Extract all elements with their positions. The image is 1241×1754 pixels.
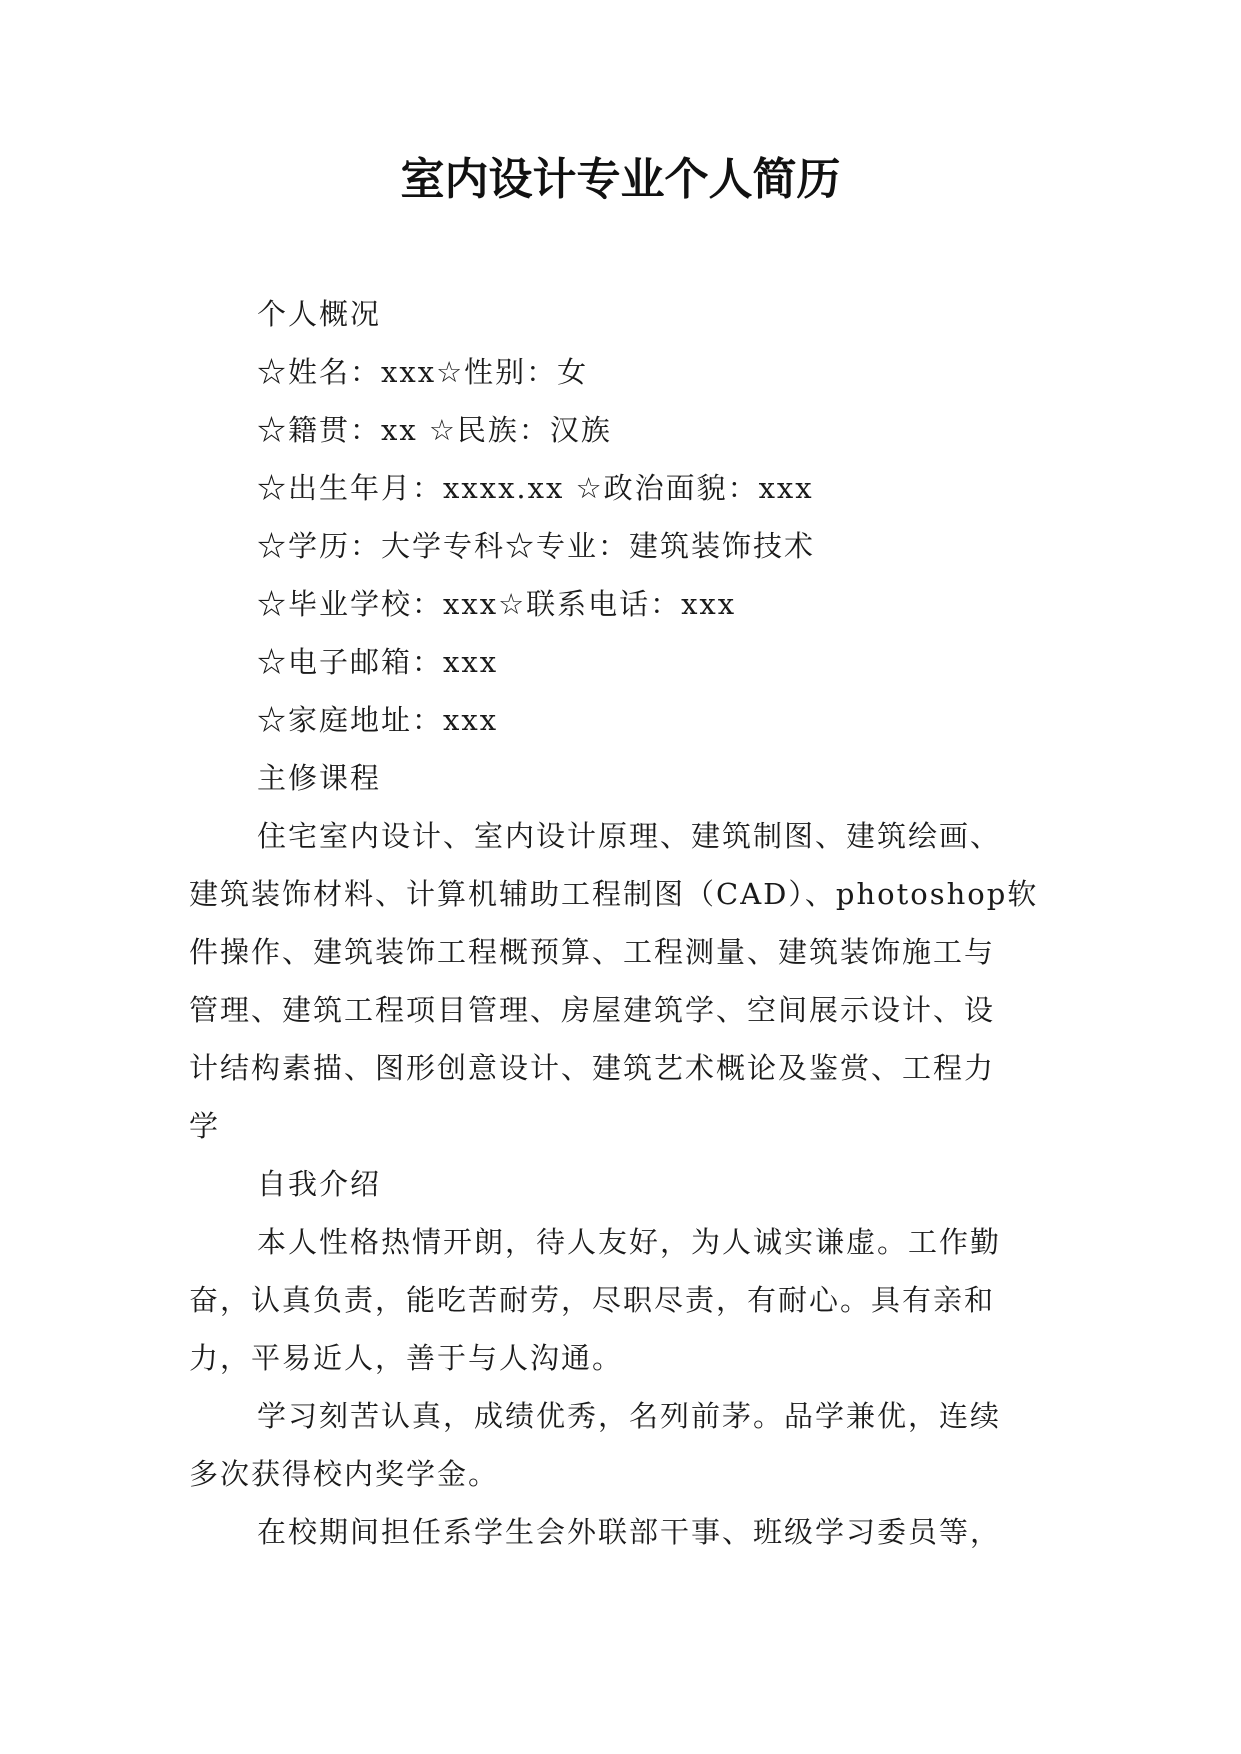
campus-role-line-1: 在校期间担任系学生会外联部干事、班级学习委员等， — [257, 1515, 1002, 1549]
info-school-phone: ☆毕业学校：xxx☆联系电话：xxx — [257, 587, 737, 621]
section-heading-self-introduction: 自我介绍 — [257, 1167, 382, 1201]
courses-line-5: 计结构素描、图形创意设计、建筑艺术概论及鉴赏、工程力 — [189, 1051, 996, 1085]
study-line-1: 学习刻苦认真，成绩优秀，名列前茅。品学兼优，连续 — [257, 1399, 1002, 1433]
info-name-gender: ☆姓名：xxx☆性别：女 — [257, 355, 589, 389]
study-line-2: 多次获得校内奖学金。 — [189, 1457, 500, 1491]
courses-line-3: 件操作、建筑装饰工程概预算、工程测量、建筑装饰施工与 — [189, 935, 996, 969]
courses-line-4: 管理、建筑工程项目管理、房屋建筑学、空间展示设计、设 — [189, 993, 996, 1027]
courses-line-1: 住宅室内设计、室内设计原理、建筑制图、建筑绘画、 — [257, 819, 1002, 853]
courses-line-2: 建筑装饰材料、计算机辅助工程制图（CAD）、photoshop软 — [189, 877, 1039, 911]
info-birth-political: ☆出生年月：xxxx.xx ☆政治面貌：xxx — [257, 471, 814, 505]
intro-line-3: 力，平易近人，善于与人沟通。 — [189, 1341, 624, 1375]
info-hometown-ethnicity: ☆籍贯：xx ☆民族：汉族 — [257, 413, 612, 447]
info-address: ☆家庭地址：xxx — [257, 703, 499, 737]
courses-line-6: 学 — [189, 1109, 221, 1143]
info-education-major: ☆学历：大学专科☆专业：建筑装饰技术 — [257, 529, 816, 563]
intro-line-1: 本人性格热情开朗，待人友好，为人诚实谦虚。工作勤 — [257, 1225, 1002, 1259]
section-heading-personal-overview: 个人概况 — [257, 297, 382, 331]
info-email: ☆电子邮箱：xxx — [257, 645, 499, 679]
document-title: 室内设计专业个人简历 — [400, 154, 841, 205]
intro-line-2: 奋，认真负责，能吃苦耐劳，尽职尽责，有耐心。具有亲和 — [189, 1283, 996, 1317]
section-heading-main-courses: 主修课程 — [257, 761, 382, 795]
